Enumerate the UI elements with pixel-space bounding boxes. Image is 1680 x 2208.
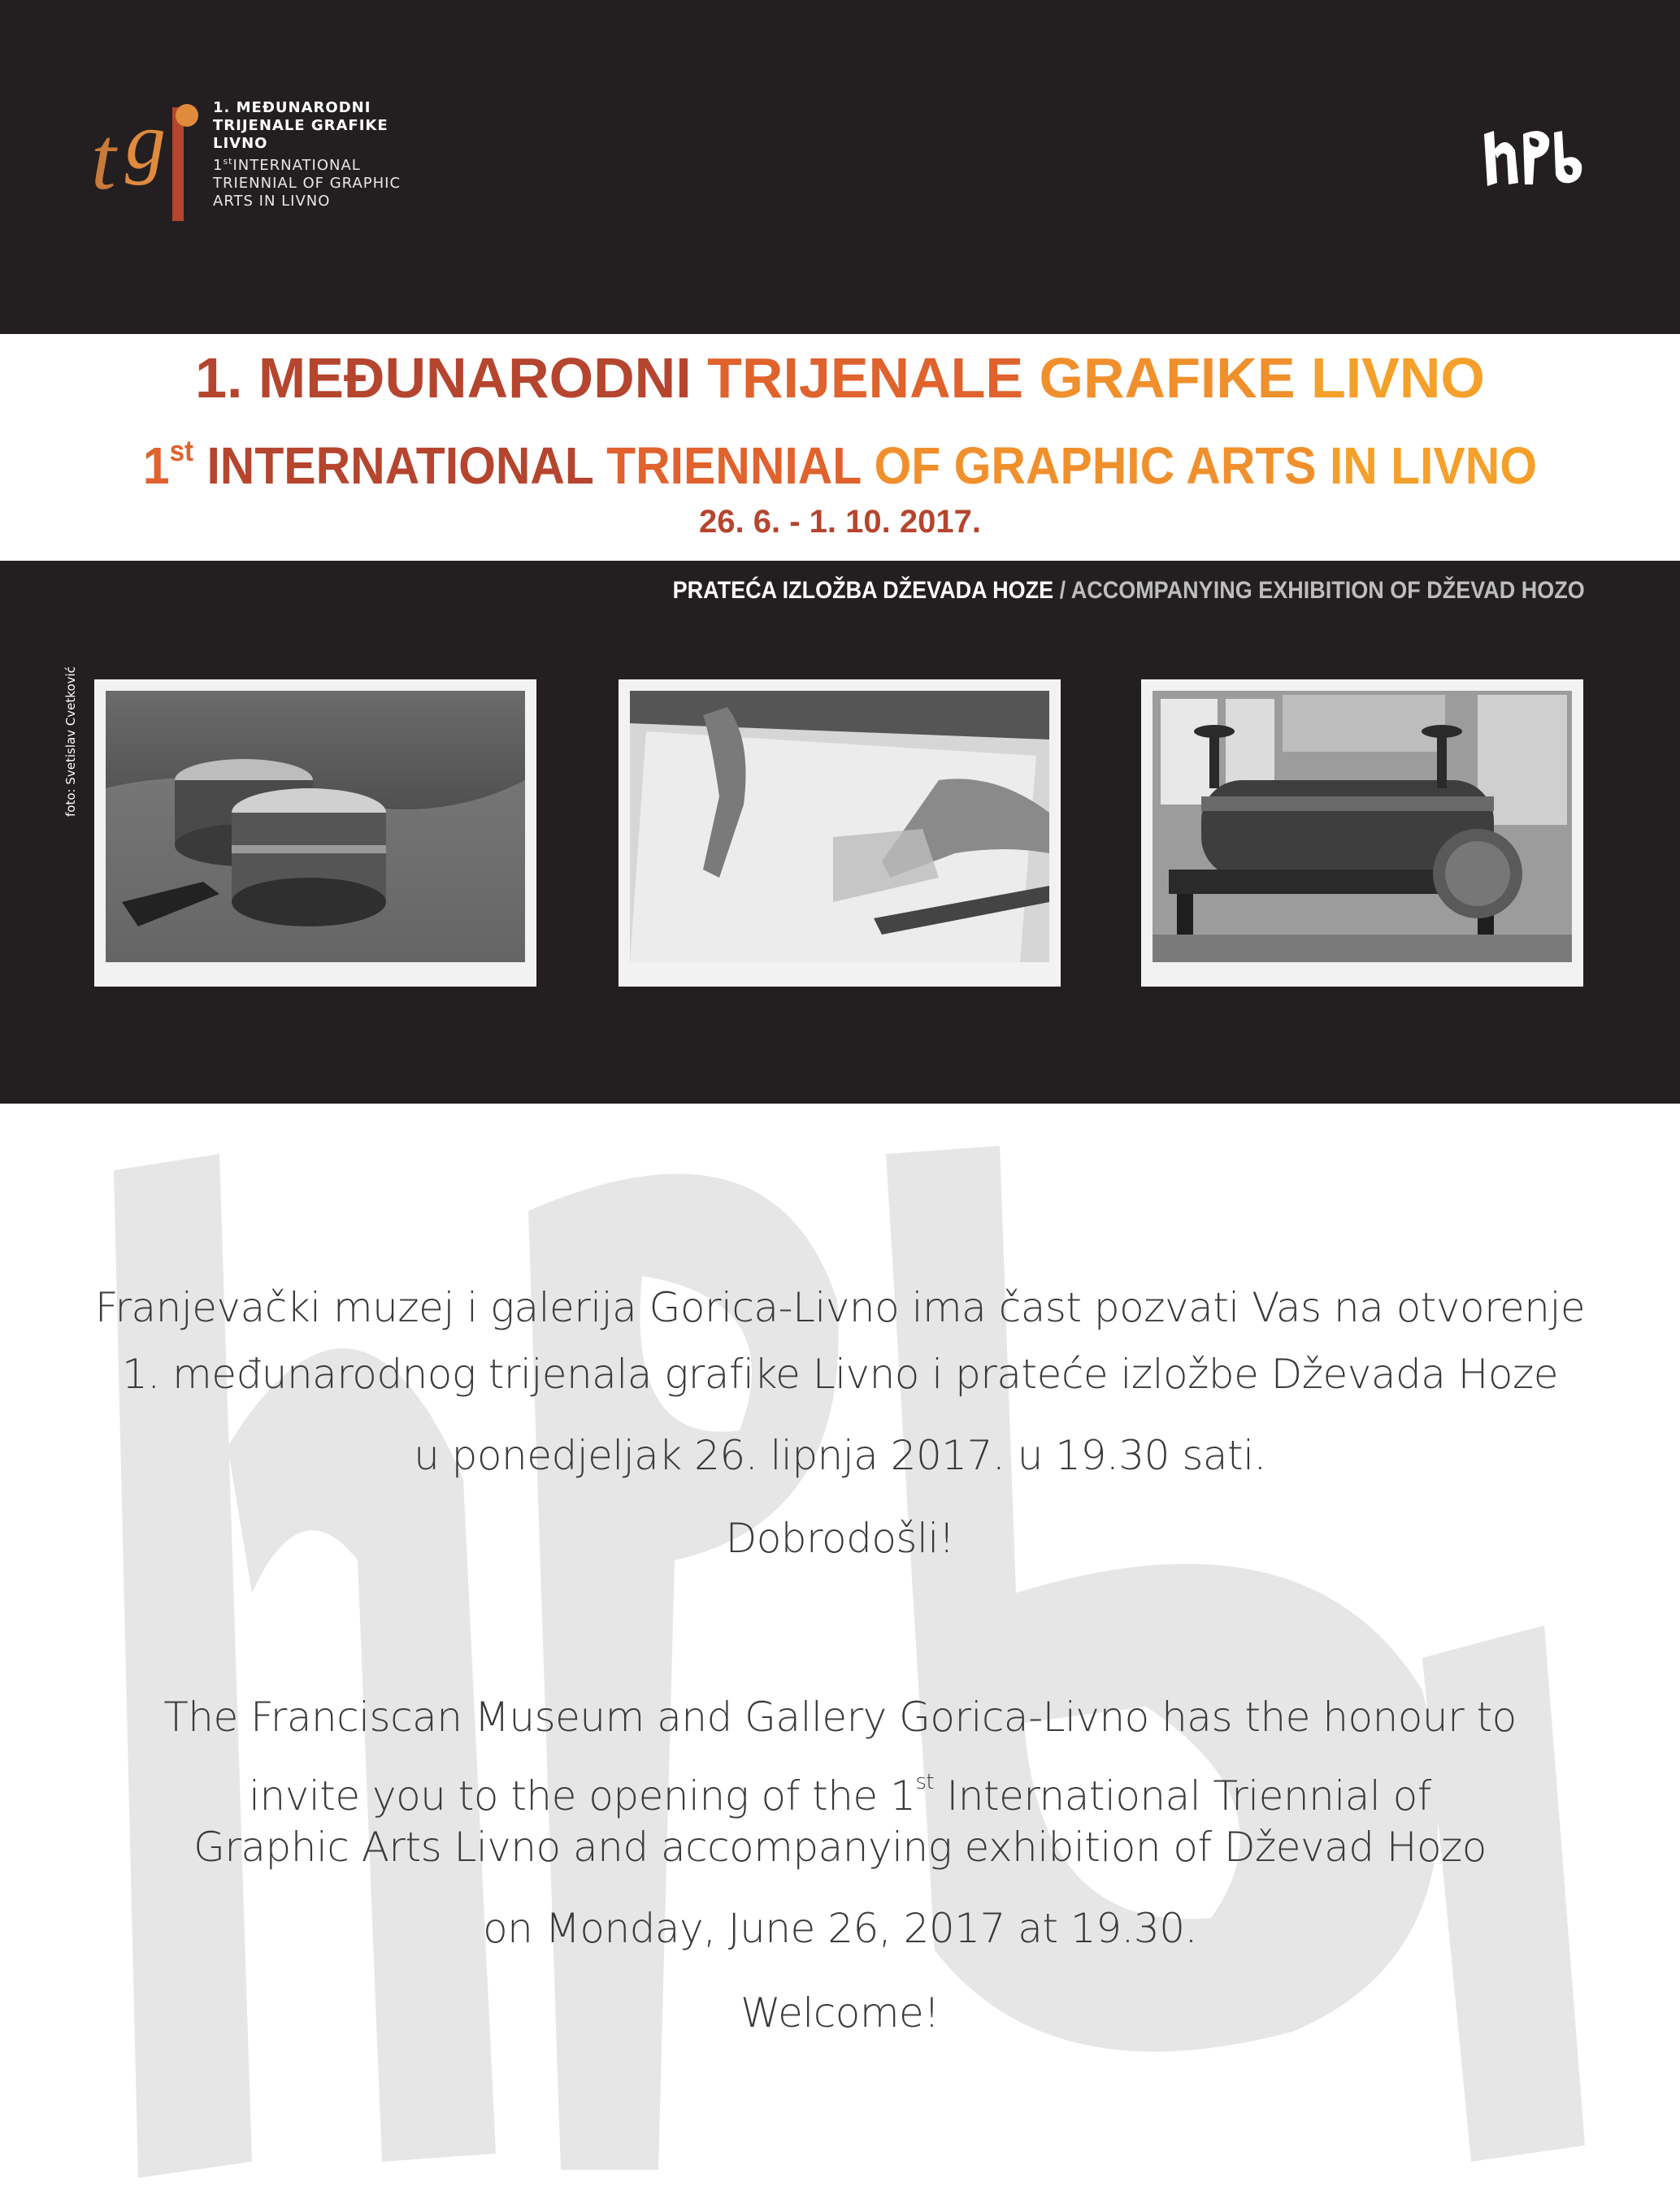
invite-hr-line: 1. međunarodnog trijenala grafike Livno i prateće izložbe Dževada Hoze: [122, 1351, 1558, 1398]
exhibition-dates: 26. 6. - 1. 10. 2017.: [699, 504, 981, 540]
photo-hands-printing: [619, 679, 1061, 987]
accompanying-exhibition-caption: PRATEĆA IZLOŽBA DŽEVADA HOZE / ACCOMPANYING EXHIBITION OF DŽEVAD HOZO: [672, 577, 1585, 604]
photo-ink-tins: [94, 679, 536, 987]
photo-printing-press: [1141, 679, 1583, 987]
logo-wordmark: [213, 99, 401, 210]
photo-credit: foto: Svetislav Cvetković: [63, 666, 78, 817]
svg-text:g: g: [125, 96, 166, 186]
headline-english: 1st INTERNATIONAL TRIENNIAL OF GRAPHIC ARTS IN LIVNO: [142, 434, 1538, 495]
printing-press-image: [1153, 691, 1572, 962]
ink-tins-image: [106, 691, 525, 962]
logo-hr-line: 1. MEĐUNARODNI: [213, 99, 371, 116]
photo-band: [0, 561, 1680, 1104]
invite-en-line: on Monday, June 26, 2017 at 19.30.: [483, 1905, 1197, 1952]
invite-en-line: The Franciscan Museum and Gallery Gorica-Livno has the honour to: [163, 1694, 1517, 1741]
invite-hr-welcome: Dobrodošli!: [725, 1515, 955, 1562]
invite-en-line: invite you to the opening of the 1st International Triennial of: [249, 1770, 1431, 1820]
headline-croatian: 1. MEĐUNARODNI TRIJENALE GRAFIKE LIVNO: [195, 346, 1485, 410]
logo-en-line: TRIENNIAL OF GRAPHIC: [213, 175, 402, 192]
invite-en-welcome: Welcome!: [740, 1989, 940, 2037]
invite-hr-line: Franjevački muzej i galerija Gorica-Livno ima čast pozvati Vas na otvorenje: [94, 1284, 1586, 1331]
logo-en-line: 1stINTERNATIONAL: [213, 156, 361, 174]
logo-hr-line: LIVNO: [213, 135, 268, 152]
tgl-monogram-icon: [91, 91, 213, 229]
invite-hr-line: u ponedjeljak 26. lipnja 2017. u 19.30 sati.: [414, 1432, 1266, 1479]
svg-text:t: t: [91, 109, 116, 208]
logo-hr-line: TRIJENALE GRAFIKE: [213, 117, 389, 134]
header-band: [0, 0, 1680, 334]
invite-en-line: Graphic Arts Livno and accompanying exhibition of Dževad Hozo: [193, 1824, 1487, 1871]
triennial-logo: [91, 91, 432, 229]
logo-en-line: ARTS IN LIVNO: [213, 193, 331, 210]
hands-printing-image: [630, 691, 1049, 962]
hozo-monogram-icon: [1481, 126, 1587, 191]
